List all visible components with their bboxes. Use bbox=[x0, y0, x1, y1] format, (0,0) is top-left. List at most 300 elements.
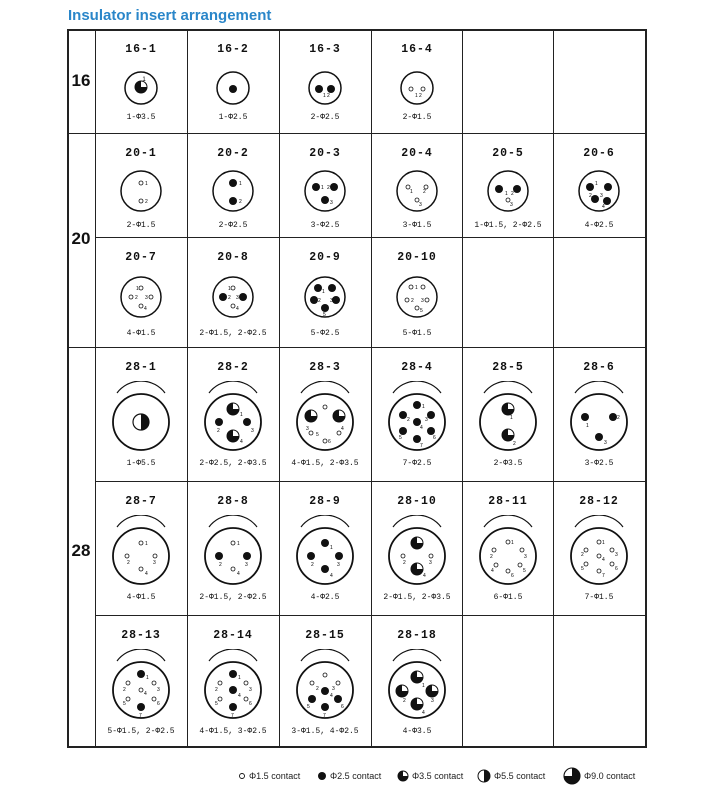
pin-number: 6 bbox=[328, 439, 331, 445]
contact-3p5 bbox=[227, 430, 239, 442]
insert-code: 28-6 bbox=[583, 361, 615, 374]
contact-spec: 6-Φ1.5 bbox=[493, 593, 523, 602]
contact-2p5 bbox=[229, 703, 237, 711]
insert-face-diagram bbox=[279, 65, 371, 111]
contact-2p5 bbox=[321, 196, 329, 204]
pin-number: 3 bbox=[425, 417, 428, 423]
insert-code: 28-8 bbox=[217, 495, 249, 508]
pin-number: 2 bbox=[228, 295, 231, 301]
contact-2p5 bbox=[229, 85, 237, 93]
pin-number: 2 bbox=[617, 415, 620, 421]
insert-code: 28-1 bbox=[125, 361, 157, 374]
contact-spec: 2-Φ1.5, 2-Φ2.5 bbox=[199, 329, 267, 338]
legend-label: Φ1.5 contact bbox=[249, 771, 301, 781]
insert-cell-28-9 bbox=[279, 481, 371, 615]
legend-item bbox=[397, 766, 463, 786]
insert-cell-28-5 bbox=[462, 347, 554, 481]
contact-spec: 3-Φ2.5 bbox=[584, 459, 614, 468]
insert-face-diagram bbox=[371, 65, 463, 111]
contact-3p5 bbox=[411, 671, 423, 683]
contact-1p5 bbox=[218, 697, 222, 701]
insert-face-diagram bbox=[187, 515, 279, 591]
contact-1p5 bbox=[231, 286, 235, 290]
insert-cell-28-2 bbox=[187, 347, 279, 481]
contact-1p5 bbox=[309, 431, 313, 435]
contact-spec: 4-Φ1.5 bbox=[126, 329, 156, 338]
coupling-key bbox=[393, 649, 441, 661]
contact-1p5 bbox=[421, 87, 425, 91]
contact-1p5 bbox=[152, 697, 156, 701]
coupling-key bbox=[117, 381, 165, 393]
contact-1p5 bbox=[336, 681, 340, 685]
pin-number: 5 bbox=[307, 704, 310, 710]
contact-1p5 bbox=[323, 439, 327, 443]
contact-1p5 bbox=[429, 554, 433, 558]
pin-number: 7 bbox=[420, 443, 423, 449]
insert-cell-20-5 bbox=[462, 133, 554, 237]
pin-number: 2 bbox=[407, 417, 410, 423]
contact-2p5 bbox=[137, 703, 145, 711]
contact-2p5 bbox=[591, 195, 599, 203]
contact-2p5 bbox=[315, 85, 323, 93]
insert-shell bbox=[401, 72, 433, 104]
insert-face-diagram bbox=[187, 271, 279, 323]
contact-2p5 bbox=[243, 418, 251, 426]
contact-1p5 bbox=[323, 405, 327, 409]
legend-label: Φ9.0 contact bbox=[584, 771, 636, 781]
pin-number: 6 bbox=[511, 573, 514, 579]
insert-face-diagram bbox=[187, 165, 279, 217]
contact-3p5 bbox=[426, 685, 438, 697]
pin-number: 3 bbox=[615, 552, 618, 558]
pin-number: 1 bbox=[586, 423, 589, 429]
pin-number: 3 bbox=[419, 202, 422, 208]
contact-3p5 bbox=[502, 403, 514, 415]
pin-number: 1 bbox=[142, 77, 146, 83]
contact-1p5 bbox=[126, 681, 130, 685]
pin-number: 4 bbox=[144, 691, 147, 697]
contact-spec: 4-Φ3.5 bbox=[402, 727, 432, 736]
contact-2p5 bbox=[321, 539, 329, 547]
insert-face-diagram bbox=[187, 649, 279, 725]
insert-cell-28-11 bbox=[462, 481, 554, 615]
insert-face-diagram bbox=[462, 165, 554, 217]
contact-1p5 bbox=[323, 673, 327, 677]
contact-1p5 bbox=[231, 304, 235, 308]
contact-2p5 bbox=[321, 304, 329, 312]
pin-number: 2 bbox=[217, 428, 220, 434]
coupling-key bbox=[209, 649, 257, 661]
insert-code: 28-9 bbox=[309, 495, 341, 508]
insert-code: 20-9 bbox=[309, 251, 341, 264]
contact-3p5 bbox=[411, 698, 423, 710]
pin-number: 3 bbox=[600, 193, 603, 199]
contact-1p5 bbox=[405, 298, 409, 302]
contact-2p5 bbox=[312, 183, 320, 191]
insert-face-diagram bbox=[553, 381, 645, 457]
pin-number: 3 bbox=[153, 560, 156, 566]
contact-2p5 bbox=[586, 183, 594, 191]
contact-spec: 2-Φ1.5 bbox=[126, 221, 156, 230]
insert-code: 20-1 bbox=[125, 147, 157, 160]
contact-2p5 bbox=[581, 413, 589, 421]
insert-shell bbox=[397, 171, 437, 211]
contact-3p5 bbox=[502, 429, 514, 441]
legend-item bbox=[317, 766, 381, 786]
pin-number: 6 bbox=[615, 566, 618, 572]
contact-2p5 bbox=[399, 411, 407, 419]
contact-1p5 bbox=[401, 554, 405, 558]
insert-face-diagram bbox=[279, 515, 371, 591]
contact-spec: 5-Φ2.5 bbox=[310, 329, 340, 338]
contact-spec: 4-Φ2.5 bbox=[310, 593, 340, 602]
contact-1p5 bbox=[125, 554, 129, 558]
contact-2p5 bbox=[307, 552, 315, 560]
pin-number: 5 bbox=[523, 568, 526, 574]
pin-number: 5 bbox=[316, 432, 319, 438]
pin-number: 2 bbox=[316, 686, 319, 692]
insert-cell-28-6 bbox=[553, 347, 645, 481]
pin-number: 2 bbox=[145, 199, 148, 205]
contact-2p5 bbox=[314, 284, 322, 292]
pin-number: 2 bbox=[219, 562, 222, 568]
pin-number: 6 bbox=[249, 701, 252, 707]
contact-1p5 bbox=[597, 540, 601, 544]
insert-face-diagram bbox=[95, 649, 187, 725]
contact-1p5 bbox=[421, 285, 425, 289]
pin-number: 1 bbox=[422, 404, 425, 410]
pin-number: 3 bbox=[431, 698, 434, 704]
contact-1p5 bbox=[139, 181, 143, 185]
contact-1p5 bbox=[218, 681, 222, 685]
insert-shell bbox=[121, 171, 161, 211]
pin-number: 1 bbox=[239, 181, 242, 187]
insert-shell bbox=[205, 528, 261, 584]
pin-number: 1 bbox=[145, 541, 148, 547]
insert-code: 20-3 bbox=[309, 147, 341, 160]
contact-1p5 bbox=[409, 87, 413, 91]
contact-2p5 bbox=[399, 427, 407, 435]
insert-shell bbox=[480, 394, 536, 450]
coupling-key bbox=[575, 515, 623, 527]
pin-number: 2 bbox=[327, 93, 330, 99]
contact-2p5 bbox=[229, 670, 237, 678]
contact-1p5 bbox=[415, 306, 419, 310]
pin-number: 1 bbox=[511, 540, 514, 546]
pin-number: 2 bbox=[311, 562, 314, 568]
contact-1p5 bbox=[492, 548, 496, 552]
insert-cell-28-12 bbox=[553, 481, 645, 615]
contact-2p5 bbox=[219, 293, 227, 301]
insert-shell bbox=[389, 528, 445, 584]
insert-cell-28-7 bbox=[95, 481, 187, 615]
pin-number: 4 bbox=[491, 568, 494, 574]
pin-number: 4 bbox=[240, 439, 243, 445]
insert-code: 28-10 bbox=[397, 495, 437, 508]
pin-number: 2 bbox=[411, 298, 414, 304]
insert-cell-20-6 bbox=[553, 133, 645, 237]
insert-cell-28-18 bbox=[371, 615, 463, 747]
insert-code: 28-14 bbox=[213, 629, 253, 642]
contact-1p5 bbox=[584, 562, 588, 566]
contact-2p5 bbox=[609, 413, 617, 421]
pin-number: 4 bbox=[420, 425, 423, 431]
insert-code: 20-6 bbox=[583, 147, 615, 160]
insert-face-diagram bbox=[279, 649, 371, 725]
pin-number: 4 bbox=[341, 426, 344, 432]
pin-number: 1 bbox=[237, 541, 240, 547]
pin-number: 3 bbox=[604, 440, 607, 446]
pin-number: 4 bbox=[145, 571, 148, 577]
contact-2p5 bbox=[413, 435, 421, 443]
pin-number: 1 bbox=[422, 683, 425, 689]
contact-1p5 bbox=[310, 681, 314, 685]
contact-2p5 bbox=[604, 183, 612, 191]
contact-2p5 bbox=[308, 695, 316, 703]
contact-2p5 bbox=[513, 185, 521, 193]
legend-label: Φ3.5 contact bbox=[412, 771, 464, 781]
insert-code: 28-15 bbox=[305, 629, 345, 642]
insert-cell-20-4 bbox=[371, 133, 463, 237]
insert-code: 28-18 bbox=[397, 629, 437, 642]
pin-number: 1 bbox=[146, 675, 149, 681]
legend-label: Φ5.5 contact bbox=[494, 771, 546, 781]
contact-1p5 bbox=[518, 563, 522, 567]
coupling-key bbox=[301, 649, 349, 661]
insert-cell-20-1 bbox=[95, 133, 187, 237]
insert-cell-28-3 bbox=[279, 347, 371, 481]
contact-spec: 2-Φ2.5, 2-Φ3.5 bbox=[199, 459, 267, 468]
insert-shell bbox=[480, 528, 536, 584]
contact-1p5 bbox=[139, 199, 143, 203]
pin-number: 3 bbox=[249, 687, 252, 693]
pin-number: 7 bbox=[231, 713, 234, 719]
contact-1p5 bbox=[506, 540, 510, 544]
pin-number: 2 bbox=[318, 298, 321, 304]
insert-code: 28-2 bbox=[217, 361, 249, 374]
contact-1p5 bbox=[139, 541, 143, 545]
pin-number: 5 bbox=[399, 435, 402, 441]
contact-spec: 3-Φ1.5 bbox=[402, 221, 432, 230]
contact-2p5 bbox=[321, 565, 329, 573]
pin-number: 2 bbox=[123, 687, 126, 693]
pin-number: 2 bbox=[589, 193, 592, 199]
contact-3p5 bbox=[333, 410, 345, 422]
pin-number: 3 bbox=[332, 686, 335, 692]
contact-2p5 bbox=[215, 552, 223, 560]
pin-number: 4 bbox=[236, 306, 239, 312]
insert-cell-20-7 bbox=[95, 237, 187, 347]
contact-1p5 bbox=[231, 541, 235, 545]
coupling-key bbox=[393, 381, 441, 393]
contact-2p5 bbox=[335, 552, 343, 560]
group-label-16: 16 bbox=[71, 71, 91, 90]
contact-spec: 2-Φ3.5 bbox=[493, 459, 523, 468]
pin-number: 3 bbox=[145, 295, 148, 301]
contact-spec: 2-Φ2.5 bbox=[218, 221, 248, 230]
contact-spec: 2-Φ1.5 bbox=[402, 113, 432, 122]
insert-face-diagram bbox=[95, 381, 187, 457]
contact-spec: 5-Φ1.5 bbox=[402, 329, 432, 338]
insert-code: 20-8 bbox=[217, 251, 249, 264]
insert-shell bbox=[309, 72, 341, 104]
contact-2p5 bbox=[595, 433, 603, 441]
contact-1p5 bbox=[244, 697, 248, 701]
insert-code: 28-4 bbox=[401, 361, 433, 374]
contact-1p5 bbox=[139, 567, 143, 571]
contact-2p5 bbox=[239, 293, 247, 301]
coupling-key bbox=[209, 515, 257, 527]
contact-1p5 bbox=[244, 681, 248, 685]
insert-face-diagram bbox=[462, 515, 554, 591]
insert-code: 28-3 bbox=[309, 361, 341, 374]
pin-number: 1 bbox=[602, 540, 605, 546]
pin-number: 4 bbox=[423, 573, 426, 579]
insert-face-diagram bbox=[187, 65, 279, 111]
insert-code: 28-7 bbox=[125, 495, 157, 508]
arrangement-table bbox=[67, 29, 647, 748]
pin-number: 1 bbox=[145, 181, 148, 187]
contact-spec: 4-Φ1.5, 2-Φ3.5 bbox=[291, 459, 359, 468]
pin-number: 3 bbox=[330, 298, 333, 304]
quarter-circle-icon bbox=[397, 770, 409, 782]
legend-item bbox=[563, 766, 635, 786]
contact-2p5 bbox=[310, 296, 318, 304]
pin-number: 4 bbox=[237, 571, 240, 577]
contact-2p5 bbox=[137, 670, 145, 678]
insert-face-diagram bbox=[95, 271, 187, 323]
contact-spec: 3-Φ2.5 bbox=[310, 221, 340, 230]
pin-number: 5 bbox=[420, 308, 423, 314]
pin-number: 1 bbox=[415, 285, 418, 291]
contact-1p5 bbox=[149, 295, 153, 299]
contact-1p5 bbox=[597, 569, 601, 573]
insert-face-diagram bbox=[187, 381, 279, 457]
pin-number: 1 bbox=[136, 286, 139, 292]
pin-number: 2 bbox=[403, 560, 406, 566]
pin-number: 2 bbox=[490, 554, 493, 560]
pin-number: 3 bbox=[429, 560, 432, 566]
pin-number: 1 bbox=[322, 289, 325, 295]
contact-spec: 2-Φ1.5, 2-Φ3.5 bbox=[383, 593, 451, 602]
pin-number: 1 bbox=[510, 415, 513, 421]
contact-1p5 bbox=[425, 298, 429, 302]
pin-number: 4 bbox=[238, 693, 241, 699]
contact-spec: 5-Φ1.5, 2-Φ2.5 bbox=[107, 727, 175, 736]
contact-3p5 bbox=[227, 403, 239, 415]
insert-shell bbox=[397, 277, 437, 317]
pin-number: 2 bbox=[581, 552, 584, 558]
coupling-key bbox=[209, 381, 257, 393]
insert-shell bbox=[488, 171, 528, 211]
contact-spec: 2-Φ2.5 bbox=[310, 113, 340, 122]
contact-1p5 bbox=[139, 688, 143, 692]
pin-number: 5 bbox=[123, 701, 126, 707]
pin-number: 5 bbox=[323, 312, 326, 318]
insert-face-diagram bbox=[279, 271, 371, 323]
pin-number: 4 bbox=[602, 204, 605, 210]
pin-number: 1 bbox=[321, 185, 324, 191]
pin-number: 3 bbox=[337, 562, 340, 568]
pin-number: 1 bbox=[415, 93, 418, 99]
insert-cell-28-8 bbox=[187, 481, 279, 615]
contact-3p5 bbox=[411, 563, 423, 575]
pin-number: 3 bbox=[236, 295, 239, 301]
contact-1p5 bbox=[153, 554, 157, 558]
pin-number: 2 bbox=[511, 191, 514, 197]
pin-number: 3 bbox=[421, 298, 424, 304]
insert-code: 16-2 bbox=[217, 43, 249, 56]
coupling-key bbox=[484, 515, 532, 527]
pin-number: 1 bbox=[323, 93, 326, 99]
insert-code: 28-13 bbox=[121, 629, 161, 642]
contact-2p5 bbox=[330, 183, 338, 191]
pin-number: 2 bbox=[513, 441, 516, 447]
insert-shell bbox=[113, 528, 169, 584]
pin-number: 3 bbox=[157, 687, 160, 693]
pin-number: 3 bbox=[251, 428, 254, 434]
insert-code: 20-7 bbox=[125, 251, 157, 264]
coupling-key bbox=[117, 649, 165, 661]
contact-spec: 1-Φ5.5 bbox=[126, 459, 156, 468]
insert-face-diagram bbox=[371, 649, 463, 725]
contact-spec: 2-Φ1.5, 2-Φ2.5 bbox=[199, 593, 267, 602]
pin-number: 3 bbox=[306, 426, 309, 432]
pin-number: 1 bbox=[228, 286, 231, 292]
legend-item bbox=[238, 766, 300, 786]
coupling-key bbox=[301, 381, 349, 393]
insert-code: 16-3 bbox=[309, 43, 341, 56]
pin-number: 6 bbox=[157, 701, 160, 707]
contact-2p5 bbox=[321, 687, 329, 695]
insert-shell bbox=[297, 528, 353, 584]
pin-number: 7 bbox=[139, 713, 142, 719]
insert-shell bbox=[121, 277, 161, 317]
contact-2p5 bbox=[327, 85, 335, 93]
insert-face-diagram bbox=[279, 381, 371, 457]
insert-face-diagram bbox=[553, 165, 645, 217]
contact-spec: 3-Φ1.5, 4-Φ2.5 bbox=[291, 727, 359, 736]
insert-cell-16-2 bbox=[187, 29, 279, 133]
contact-3p5 bbox=[411, 537, 423, 549]
pin-number: 1 bbox=[410, 189, 413, 195]
pin-number: 2 bbox=[127, 560, 130, 566]
pin-number: 1 bbox=[330, 545, 333, 551]
legend-item bbox=[477, 766, 545, 786]
contact-spec: 4-Φ1.5 bbox=[126, 593, 156, 602]
insert-cell-28-4 bbox=[371, 347, 463, 481]
pin-number: 2 bbox=[215, 687, 218, 693]
half-circle-icon bbox=[477, 769, 491, 783]
group-label-28: 28 bbox=[71, 541, 91, 560]
pin-number: 2 bbox=[239, 199, 242, 205]
coupling-key bbox=[393, 515, 441, 527]
pin-number: 7 bbox=[602, 573, 605, 579]
insert-cell-20-9 bbox=[279, 237, 371, 347]
contact-2p5 bbox=[321, 703, 329, 711]
insert-cell-28-15 bbox=[279, 615, 371, 747]
contact-1p5 bbox=[129, 295, 133, 299]
insert-code: 16-4 bbox=[401, 43, 433, 56]
insert-face-diagram bbox=[279, 165, 371, 217]
insert-cell-16-1 bbox=[95, 29, 187, 133]
contact-1p5 bbox=[139, 304, 143, 308]
pin-number: 1 bbox=[505, 191, 508, 197]
table-border-left bbox=[67, 29, 69, 748]
contact-5p5 bbox=[133, 414, 149, 430]
contact-spec: 4-Φ2.5 bbox=[584, 221, 614, 230]
pin-number: 4 bbox=[422, 710, 425, 716]
